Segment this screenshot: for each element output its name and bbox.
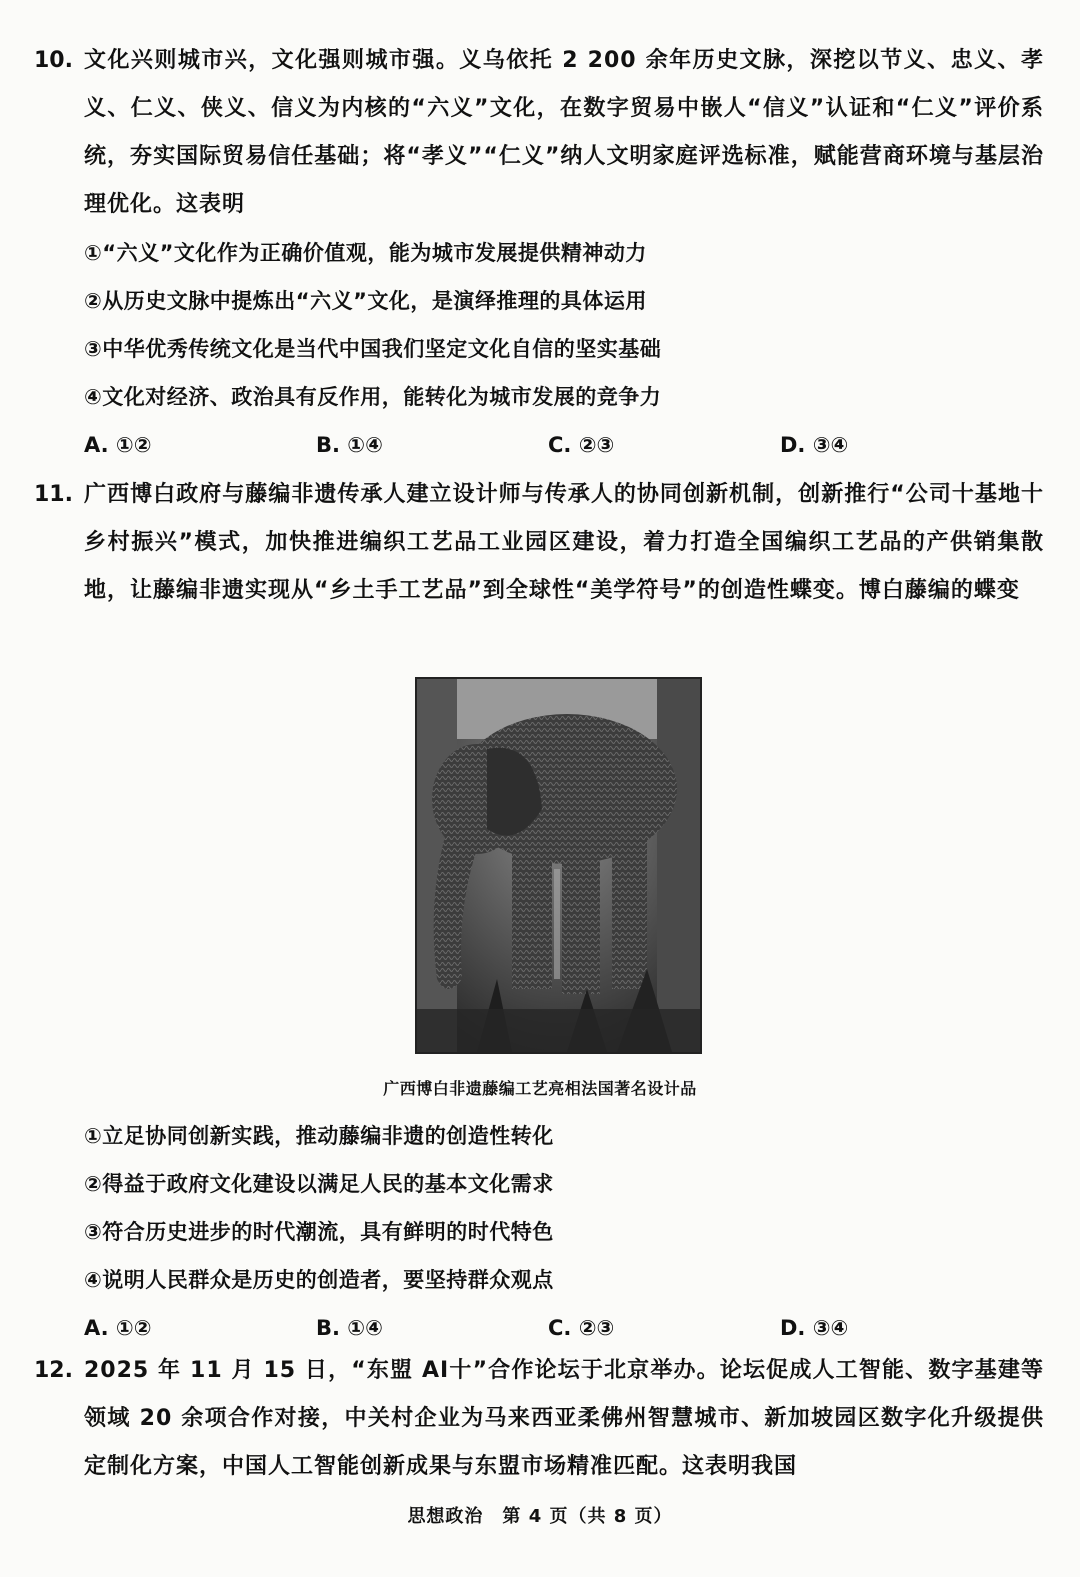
choice-d: D. ③④ xyxy=(780,1316,849,1340)
statement-4: ④文化对经济、政治具有反作用，能转化为城市发展的竞争力 xyxy=(84,385,662,409)
statement-1: ①“六义”文化作为正确价值观，能为城市发展提供精神动力 xyxy=(84,241,647,265)
answer-choices xyxy=(84,421,1044,469)
elephant-sculpture-image xyxy=(417,679,700,1052)
statement-2: ②得益于政府文化建设以满足人民的基本文化需求 xyxy=(84,1172,554,1196)
statement-1: ①立足协同创新实践，推动藤编非遗的创造性转化 xyxy=(84,1124,554,1148)
choice-c: C. ②③ xyxy=(548,1316,615,1340)
question-11-options xyxy=(34,1112,1044,1352)
question-stem: 文化兴则城市兴，文化强则城市强。义乌依托 2 200 余年历史文脉，深挖以节义、忠义、孝义、仁义、侠义、信义为内核的“六义”文化，在数字贸易中嵌人“信义”认证和“仁义”评价系统，夯实国际贸易信任基础；将“孝义”“仁义”纳人文明家庭评选标准，赋能营商环境与基层治理优化。这表明 xyxy=(84,48,1044,217)
choice-c: C. ②③ xyxy=(548,433,615,457)
question-number: 10. xyxy=(34,48,73,73)
statement-3: ③中华优秀传统文化是当代中国我们坚定文化自信的坚实基础 xyxy=(84,337,662,361)
question-10 xyxy=(34,37,1044,469)
rattan-elephant-photo xyxy=(415,677,702,1054)
statement-2: ②从历史文脉中提炼出“六义”文化，是演绎推理的具体运用 xyxy=(84,289,647,313)
question-12 xyxy=(34,1347,1044,1491)
figure-caption: 广西博白非遗藤编工艺亮相法国著名设计品 xyxy=(383,1079,697,1098)
question-number: 11. xyxy=(34,482,73,507)
choice-b: B. ①④ xyxy=(316,1316,383,1340)
choice-a: A. ①② xyxy=(84,1316,152,1340)
question-11 xyxy=(34,471,1044,615)
choice-d: D. ③④ xyxy=(780,433,849,457)
statement-4: ④说明人民群众是历史的创造者，要坚持群众观点 xyxy=(84,1268,554,1292)
question-number: 12. xyxy=(34,1358,73,1383)
answer-choices xyxy=(84,1304,1044,1352)
choice-a: A. ①② xyxy=(84,433,152,457)
question-stem: 广西博白政府与藤编非遗传承人建立设计师与传承人的协同创新机制，创新推行“公司十基地十乡村振兴”模式，加快推进编织工艺品工业园区建设，着力打造全国编织工艺品的产供销集散地，让藤编非遗实现从“乡土手工艺品”到全球性“美学符号”的创造性蝶变。博白藤编的蝶变 xyxy=(84,482,1044,603)
question-stem: 2025 年 11 月 15 日，“东盟 AI十”合作论坛于北京举办。论坛促成人工智能、数字基建等领域 20 余项合作对接，中关村企业为马来西亚柔佛州智慧城市、新加坡园区数字化升级提供定制化方案，中国人工智能创新成果与东盟市场精准匹配。这表明我国 xyxy=(84,1358,1044,1479)
page-footer: 思想政治 第 4 页（共 8 页） xyxy=(407,1506,673,1527)
choice-b: B. ①④ xyxy=(316,433,383,457)
statement-3: ③符合历史进步的时代潮流，具有鲜明的时代特色 xyxy=(84,1220,554,1244)
